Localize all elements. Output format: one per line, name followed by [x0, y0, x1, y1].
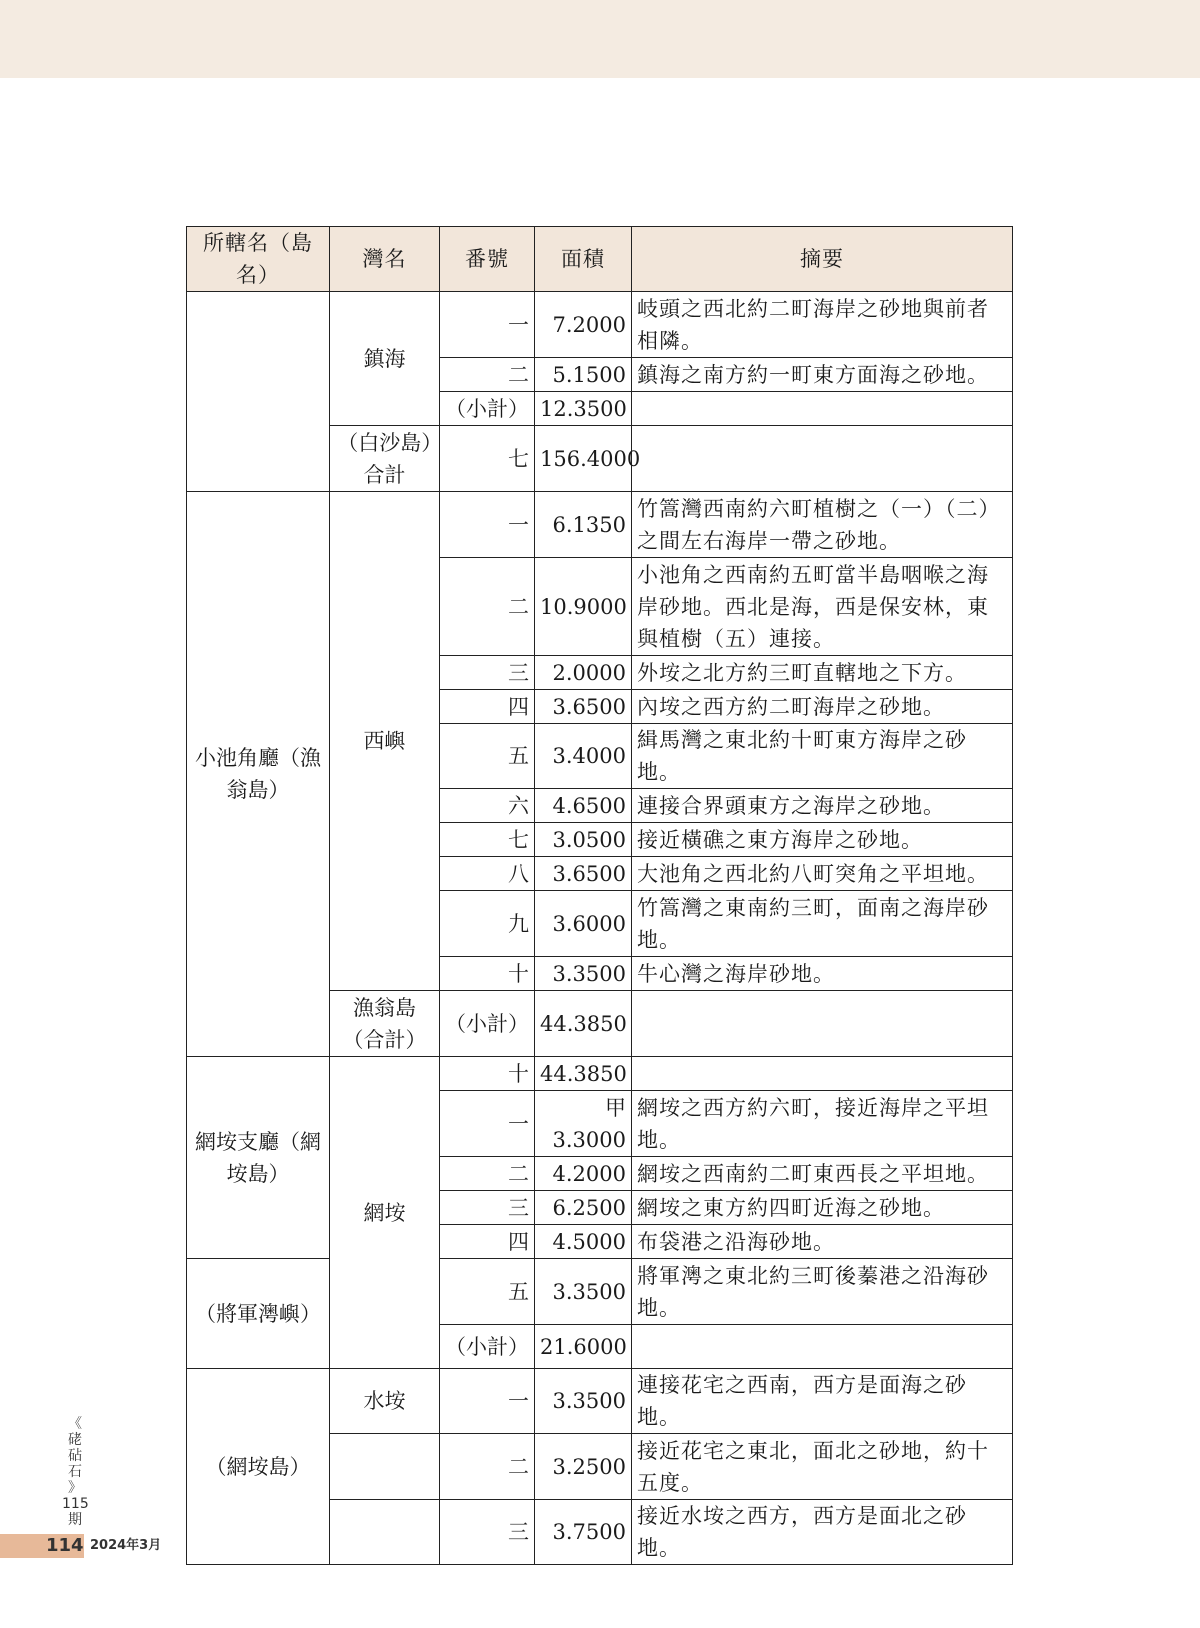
- cell-area: 21.6000: [535, 1325, 632, 1369]
- cell-summary: 外垵之北方約三町直轄地之下方。: [632, 656, 1013, 690]
- cell-summary: 將軍澚之東北約三町後蓁港之沿海砂地。: [632, 1259, 1013, 1325]
- cell-summary: 竹篙灣之東南約三町，面南之海岸砂地。: [632, 891, 1013, 957]
- cell-area: 12.3500: [535, 392, 632, 426]
- cell-bay: 漁翁島（合計）: [330, 991, 440, 1057]
- header-number: 番號: [440, 227, 535, 292]
- cell-area: 44.3850: [535, 991, 632, 1057]
- cell-number: （小計）: [440, 392, 535, 426]
- cell-summary: 竹篙灣西南約六町植樹之（一）（二）之間左右海岸一帶之砂地。: [632, 492, 1013, 558]
- cell-number: （小計）: [440, 1325, 535, 1369]
- cell-area: 3.3500: [535, 957, 632, 991]
- cell-summary: 網垵之西南約二町東西長之平坦地。: [632, 1157, 1013, 1191]
- cell-bay: [330, 1500, 440, 1565]
- cell-summary: [632, 392, 1013, 426]
- issue-number: 115: [62, 1496, 89, 1512]
- cell-number: 一: [440, 1369, 535, 1434]
- cell-area: 6.1350: [535, 492, 632, 558]
- cell-office: [187, 292, 330, 492]
- cell-area: 4.2000: [535, 1157, 632, 1191]
- cell-summary: 連接花宅之西南，西方是面海之砂地。: [632, 1369, 1013, 1434]
- table-row: [187, 292, 1013, 358]
- cell-number: 三: [440, 1191, 535, 1225]
- cell-area: 3.4000: [535, 724, 632, 789]
- cell-number: 三: [440, 1500, 535, 1565]
- cell-bay: 鎮海: [330, 292, 440, 426]
- area-marker: 甲: [605, 1095, 626, 1120]
- cell-number: 一: [440, 292, 535, 358]
- table-row: [187, 492, 1013, 558]
- cell-summary: 連接合界頭東方之海岸之砂地。: [632, 789, 1013, 823]
- cell-number: 一: [440, 1091, 535, 1157]
- cell-number: 十: [440, 1057, 535, 1091]
- area-value: 3.3000: [552, 1127, 626, 1152]
- table-row: [187, 1369, 1013, 1434]
- cell-summary: 小池角之西南約五町當半島咽喉之海岸砂地。西北是海，西是保安林，東與植樹（五）連接。: [632, 558, 1013, 656]
- magazine-title: [62, 1416, 88, 1528]
- cell-number: （小計）: [440, 991, 535, 1057]
- cell-number: 五: [440, 1259, 535, 1325]
- cell-area: 5.1500: [535, 358, 632, 392]
- cell-area: 3.7500: [535, 1500, 632, 1565]
- cell-summary: 網垵之東方約四町近海之砂地。: [632, 1191, 1013, 1225]
- header-office: 所轄名（島名）: [187, 227, 330, 292]
- cell-bay: 西嶼: [330, 492, 440, 991]
- cell-area: 6.2500: [535, 1191, 632, 1225]
- title-char: 硓: [68, 1432, 82, 1448]
- cell-number: 三: [440, 656, 535, 690]
- cell-summary: 網垵之西方約六町，接近海岸之平坦地。: [632, 1091, 1013, 1157]
- cell-number: 二: [440, 1157, 535, 1191]
- cell-number: 二: [440, 558, 535, 656]
- cell-summary: 岐頭之西北約二町海岸之砂地與前者相隣。: [632, 292, 1013, 358]
- cell-office: （將軍澚嶼）: [187, 1259, 330, 1369]
- cell-office: 小池角廳（漁翁島）: [187, 492, 330, 1057]
- cell-number: 四: [440, 1225, 535, 1259]
- cell-number: 十: [440, 957, 535, 991]
- cell-summary: 牛心灣之海岸砂地。: [632, 957, 1013, 991]
- cell-number: 一: [440, 492, 535, 558]
- cell-area: 3.2500: [535, 1434, 632, 1500]
- cell-area: 44.3850: [535, 1057, 632, 1091]
- cell-summary: 接近橫礁之東方海岸之砂地。: [632, 823, 1013, 857]
- cell-number: 四: [440, 690, 535, 724]
- cell-summary: 鎮海之南方約一町東方面海之砂地。: [632, 358, 1013, 392]
- issue-date: 2024年3月: [90, 1538, 162, 1553]
- cell-number: 七: [440, 823, 535, 857]
- cell-area: 3.6000: [535, 891, 632, 957]
- cell-summary: [632, 1325, 1013, 1369]
- cell-summary: [632, 1057, 1013, 1091]
- title-char: 砧: [68, 1448, 82, 1464]
- header-band: [0, 0, 1200, 78]
- cell-office: 網垵支廳（網垵島）: [187, 1057, 330, 1259]
- cell-summary: [632, 991, 1013, 1057]
- cell-summary: 大池角之西北約八町突角之平坦地。: [632, 857, 1013, 891]
- cell-area: 7.2000: [535, 292, 632, 358]
- cell-number: 二: [440, 358, 535, 392]
- table-header-row: [187, 227, 1013, 292]
- cell-summary: 接近花宅之東北，面北之砂地，約十五度。: [632, 1434, 1013, 1500]
- coastal-land-table: [186, 226, 1013, 1565]
- cell-number: 五: [440, 724, 535, 789]
- cell-area: [535, 1091, 632, 1157]
- table-row: [187, 1259, 1013, 1325]
- cell-number: 六: [440, 789, 535, 823]
- cell-area: 10.9000: [535, 558, 632, 656]
- cell-number: 九: [440, 891, 535, 957]
- cell-bay: [330, 1434, 440, 1500]
- cell-summary: 緝馬灣之東北約十町東方海岸之砂地。: [632, 724, 1013, 789]
- cell-number: 二: [440, 1434, 535, 1500]
- header-bay: 灣名: [330, 227, 440, 292]
- cell-summary: [632, 426, 1013, 492]
- cell-bay: （白沙島）合計: [330, 426, 440, 492]
- cell-summary: 布袋港之沿海砂地。: [632, 1225, 1013, 1259]
- cell-area: 3.3500: [535, 1369, 632, 1434]
- cell-number: 八: [440, 857, 535, 891]
- cell-area: 3.3500: [535, 1259, 632, 1325]
- cell-area: 4.5000: [535, 1225, 632, 1259]
- cell-area: 3.0500: [535, 823, 632, 857]
- cell-area: 3.6500: [535, 857, 632, 891]
- title-char: 《: [68, 1416, 82, 1432]
- cell-summary: 接近水垵之西方，西方是面北之砂地。: [632, 1500, 1013, 1565]
- header-area: 面積: [535, 227, 632, 292]
- cell-summary: 內垵之西方約二町海岸之砂地。: [632, 690, 1013, 724]
- cell-area: 4.6500: [535, 789, 632, 823]
- cell-bay: 水垵: [330, 1369, 440, 1434]
- header-summary: 摘要: [632, 227, 1013, 292]
- table-row: [187, 1057, 1013, 1091]
- cell-number: 七: [440, 426, 535, 492]
- cell-area: 3.6500: [535, 690, 632, 724]
- cell-area: 2.0000: [535, 656, 632, 690]
- title-char: 》: [68, 1480, 82, 1496]
- title-char: 石: [68, 1464, 82, 1480]
- cell-office: （網垵島）: [187, 1369, 330, 1565]
- title-char: 期: [68, 1512, 82, 1528]
- page-number: 114: [46, 1535, 84, 1556]
- cell-bay: 網垵: [330, 1057, 440, 1369]
- cell-area: 156.4000: [535, 426, 632, 492]
